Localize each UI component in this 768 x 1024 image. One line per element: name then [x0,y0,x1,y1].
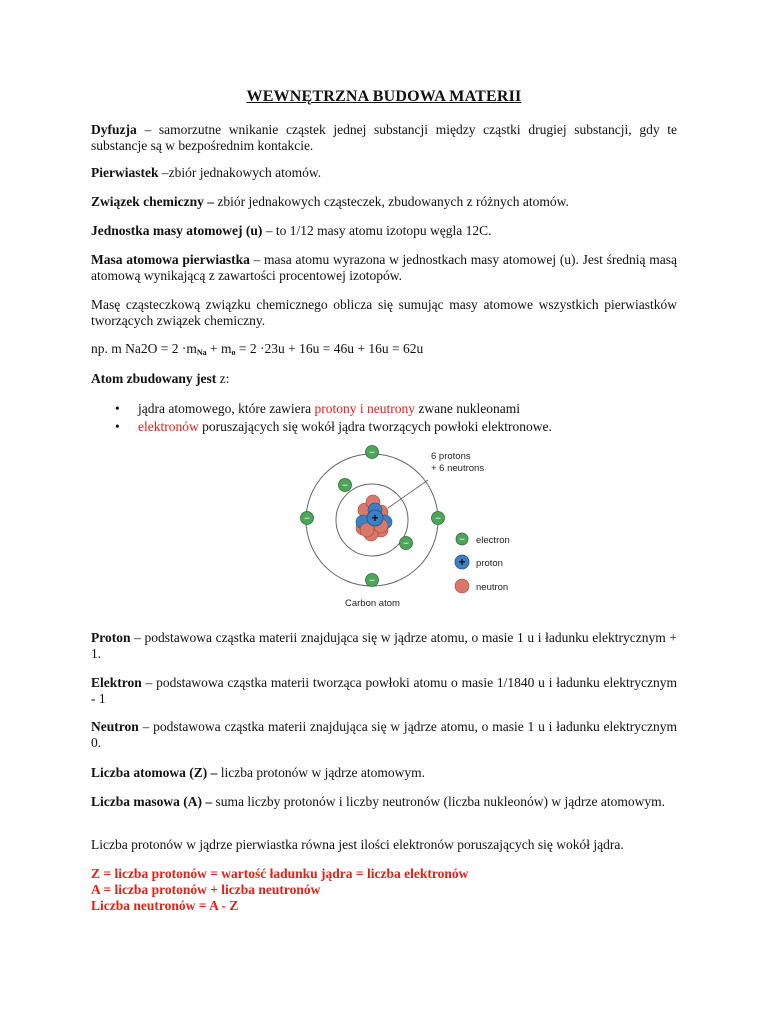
paragraph-elektron [91,675,677,707]
legend-neutron: neutron [476,582,509,593]
page-title: WEWNĘTRZNA BUDOWA MATERII [246,88,522,105]
term-dyfuzja: Dyfuzja [91,122,137,137]
bullet-icon: • [115,419,120,434]
paragraph-zwiazek [91,194,677,210]
term-liczba-atomowa: Liczba atomowa (Z) – [91,765,218,780]
term-jednostka: Jednostka masy atomowej (u) [91,223,263,238]
paragraph-example: np. m $Na2O = 2 \cdot m_{Na} + m_o = 2 \cdot 23u + 16u = 46u + 16u = 62u$ [91,341,424,357]
paragraph-liczba-atomowa [91,765,677,781]
nucleus [356,495,392,541]
paragraph-jednostka [91,223,677,239]
term-pierwiastek: Pierwiastek [91,165,159,180]
svg-text:+: + [371,511,379,525]
definition-jednostka: – to 1/12 masy atomu izotopu węgla 12C. [262,223,492,238]
formula-z: Z = liczba protonów = wartość ładunku jądra = liczba elektronów [91,866,469,881]
electron-icon [366,446,379,459]
term-atom: Atom zbudowany jest [91,371,217,386]
electron-icon [301,512,314,525]
legend-proton: proton [476,558,503,569]
formula-a: A = liczba protonów + liczba neutronów [91,882,321,897]
definition-liczba-atomowa: liczba protonów w jądrze atomowym. [217,765,426,780]
definition-neutron: – podstawowa cząstka materii znajdująca się w jądrze atomu, o masie 1 u i ładunku elektrycznym 0. [91,719,677,750]
term-neutron: Neutron [91,719,139,734]
formula-neutrons: Liczba neutronów = A - Z [91,898,239,913]
paragraph-neutron [91,719,677,751]
electron-icon [432,512,445,525]
definition-zwiazek: zbiór jednakowych cząsteczek, zbudowanych z różnych atomów. [213,194,569,209]
definition-elektron: – podstawowa cząstka materii tworząca powłoki atomu o masie 1/1840 u i ładunku elektrycznym - 1 [91,675,677,706]
svg-text:−: − [459,534,465,546]
carbon-atom-diagram [295,440,535,615]
term-masa-atomowa: Masa atomowa pierwiastka [91,252,250,267]
bullet-icon: • [115,401,120,416]
svg-text:−: − [403,538,409,550]
list-item: • jądra atomowego, które zawiera protony i neutrony zwane nukleonami [115,401,521,416]
paragraph-proton [91,630,677,662]
definition-masa-atomowa: – masa atomu wyrazona w jednostkach masy atomowej (u). Jest średnią masą atomową wynikającą z zawartości procentowej izotopów. [91,252,677,283]
svg-text:−: − [369,447,375,459]
term-zwiazek: Związek chemiczny – [91,194,214,209]
term-liczba-masowa: Liczba masowa (A) – [91,794,213,809]
svg-text:−: − [369,575,375,587]
legend-electron: electron [476,535,510,546]
svg-text:+: + [458,555,466,569]
legend [455,533,510,593]
svg-text:−: − [304,513,310,525]
list-item: • elektronów poruszających się wokół jądra tworzących powłoki elektronowe. [115,419,552,434]
callout-line [388,480,428,508]
paragraph-pierwiastek [91,165,677,181]
callout-neutrons: + 6 neutrons [431,463,485,474]
paragraph-liczba-protonow: Liczba protonów w jądrze pierwiastka równa jest ilości elektronów poruszających się wokół jądra. [91,837,624,852]
bullet-list [91,400,677,436]
svg-text:−: − [435,513,441,525]
term-proton: Proton [91,630,131,645]
formula-block [91,866,468,914]
paragraph-dyfuzja [91,122,677,154]
svg-text:−: − [342,480,348,492]
callout-protons: 6 protons [431,451,471,462]
paragraph-masa-atomowa [91,252,677,284]
paragraph-liczba-masowa [91,794,677,810]
electron-icon [366,574,379,587]
definition-liczba-masowa: suma liczby protonów i liczby neutronów (liczba nukleonów) w jądrze atomowym. [212,794,666,809]
definition-proton: – podstawowa cząstka materii znajdująca się w jądrze atomu, o masie 1 u i ładunku elektrycznym + 1. [91,630,677,661]
term-elektron: Elektron [91,675,142,690]
definition-pierwiastek: –zbiór jednakowych atomów. [158,165,322,180]
electron-icon [400,537,413,550]
neutron-legend-icon [455,579,469,593]
figure-caption: Carbon atom [345,598,400,609]
electron-icon [339,479,352,492]
paragraph-masa-czasteczkowa: Masę cząsteczkową związku chemicznego oblicza się sumując masy atomowe wszystkich pierwiastków tworzących związek chemiczny. [91,297,677,328]
definition-dyfuzja: – samorzutne wnikanie cząstek jednej substancji między cząstki drugiej substancji, gdy te substancje są w bezpośrednim kontakcie. [91,122,677,153]
paragraph-atom-heading: Atom zbudowany jest z: [91,371,230,386]
